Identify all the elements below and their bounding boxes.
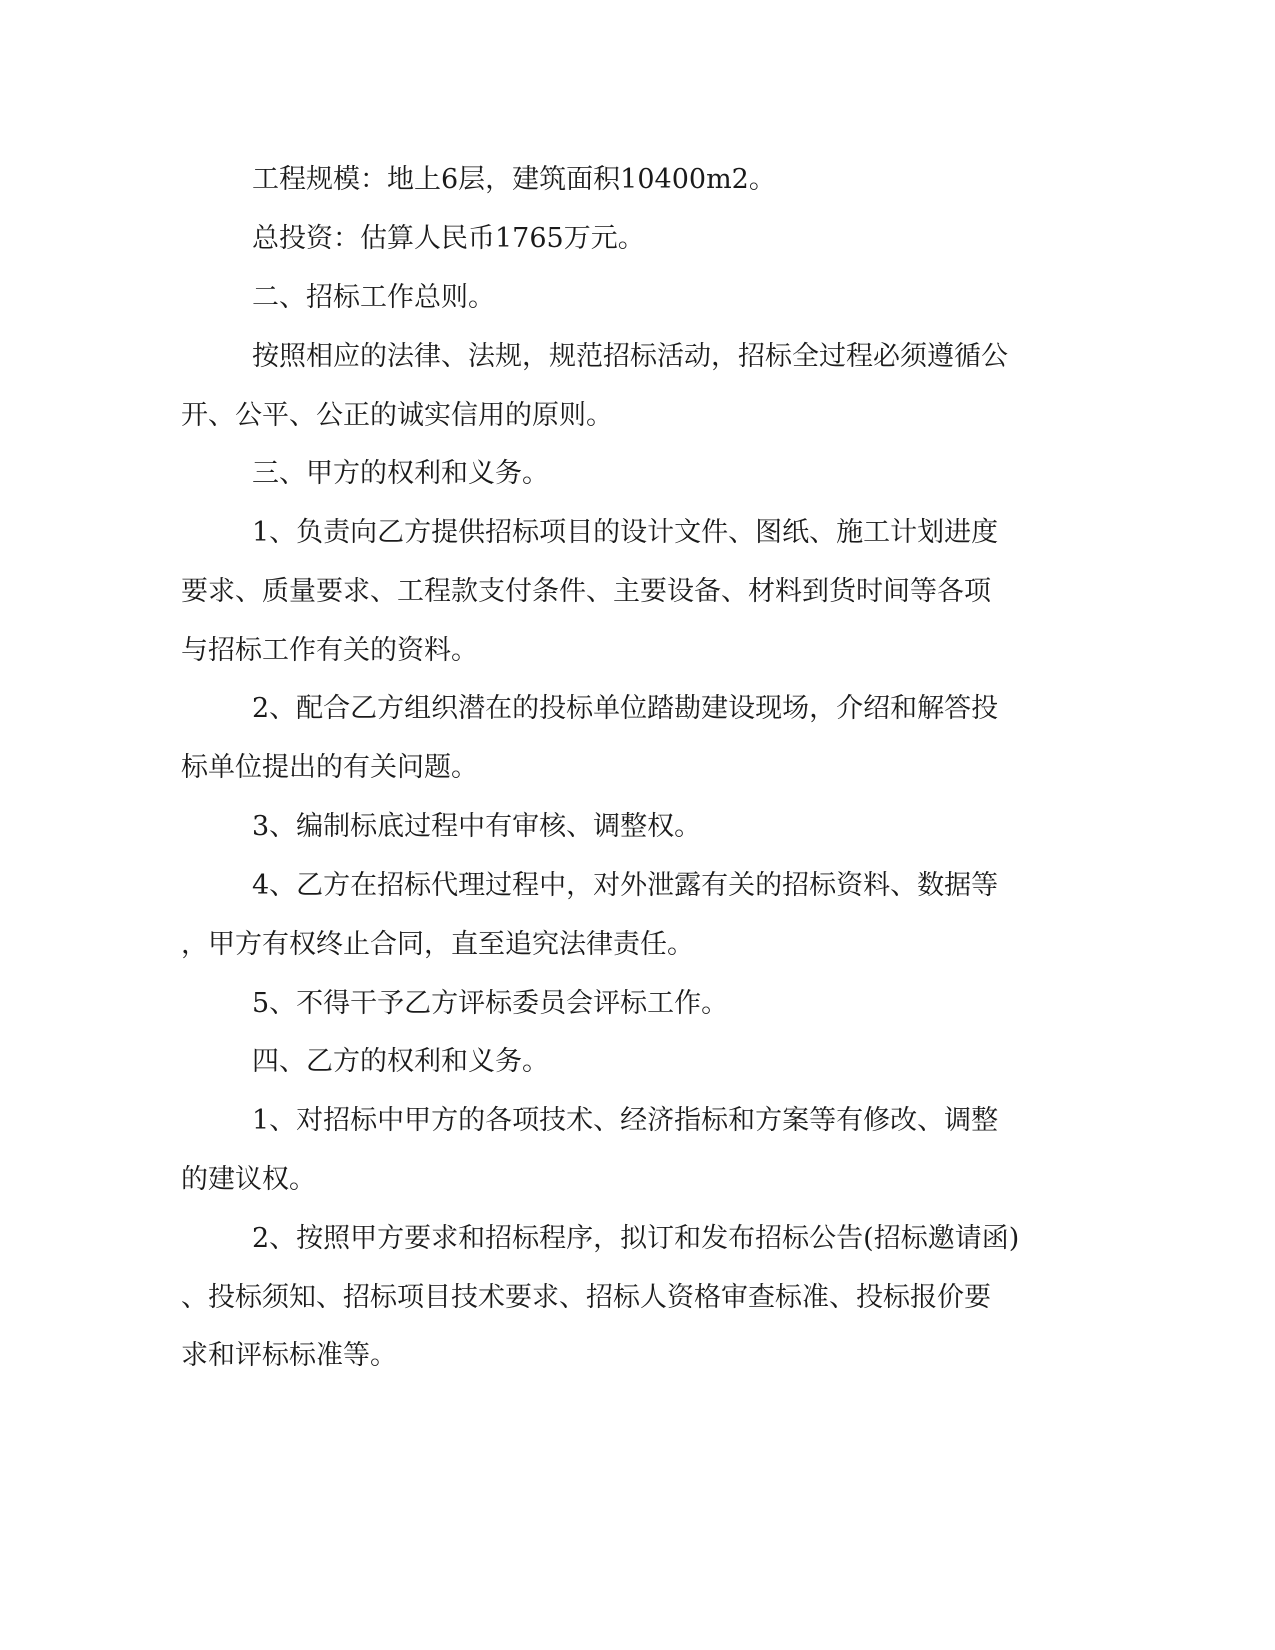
text-line: 开、公平、公正的诚实信用的原则。: [181, 400, 613, 431]
text-line: 按照相应的法律、法规，规范招标活动，招标全过程必须遵循公: [252, 341, 1008, 372]
text-line: 求和评标标准等。: [181, 1340, 397, 1371]
text-line: 工程规模：地上6层，建筑面积10400m2。: [252, 164, 776, 195]
text-line: 四、乙方的权利和义务。: [252, 1046, 549, 1077]
text-line: 要求、质量要求、工程款支付条件、主要设备、材料到货时间等各项: [181, 576, 991, 607]
text-line: 与招标工作有关的资料。: [181, 635, 478, 666]
text-line: 3、编制标底过程中有审核、调整权。: [252, 811, 702, 842]
text-line: 1、负责向乙方提供招标项目的设计文件、图纸、施工计划进度: [252, 517, 999, 548]
text-line: 总投资：估算人民币1765万元。: [252, 223, 645, 254]
text-line: ，甲方有权终止合同，直至追究法律责任。: [181, 929, 694, 960]
text-line: 二、招标工作总则。: [252, 282, 495, 313]
text-line: 三、甲方的权利和义务。: [252, 458, 549, 489]
text-line: 2、按照甲方要求和招标程序，拟订和发布招标公告(招标邀请函): [252, 1223, 1020, 1254]
text-line: 2、配合乙方组织潜在的投标单位踏勘建设现场，介绍和解答投: [252, 693, 999, 724]
text-line: 5、不得干予乙方评标委员会评标工作。: [252, 988, 729, 1019]
text-line: 标单位提出的有关问题。: [181, 752, 478, 783]
text-line: 、投标须知、招标项目技术要求、招标人资格审查标准、投标报价要: [181, 1282, 991, 1313]
text-line: 的建议权。: [181, 1164, 316, 1195]
text-line: 4、乙方在招标代理过程中，对外泄露有关的招标资料、数据等: [252, 870, 999, 901]
text-line: 1、对招标中甲方的各项技术、经济指标和方案等有修改、调整: [252, 1105, 999, 1136]
